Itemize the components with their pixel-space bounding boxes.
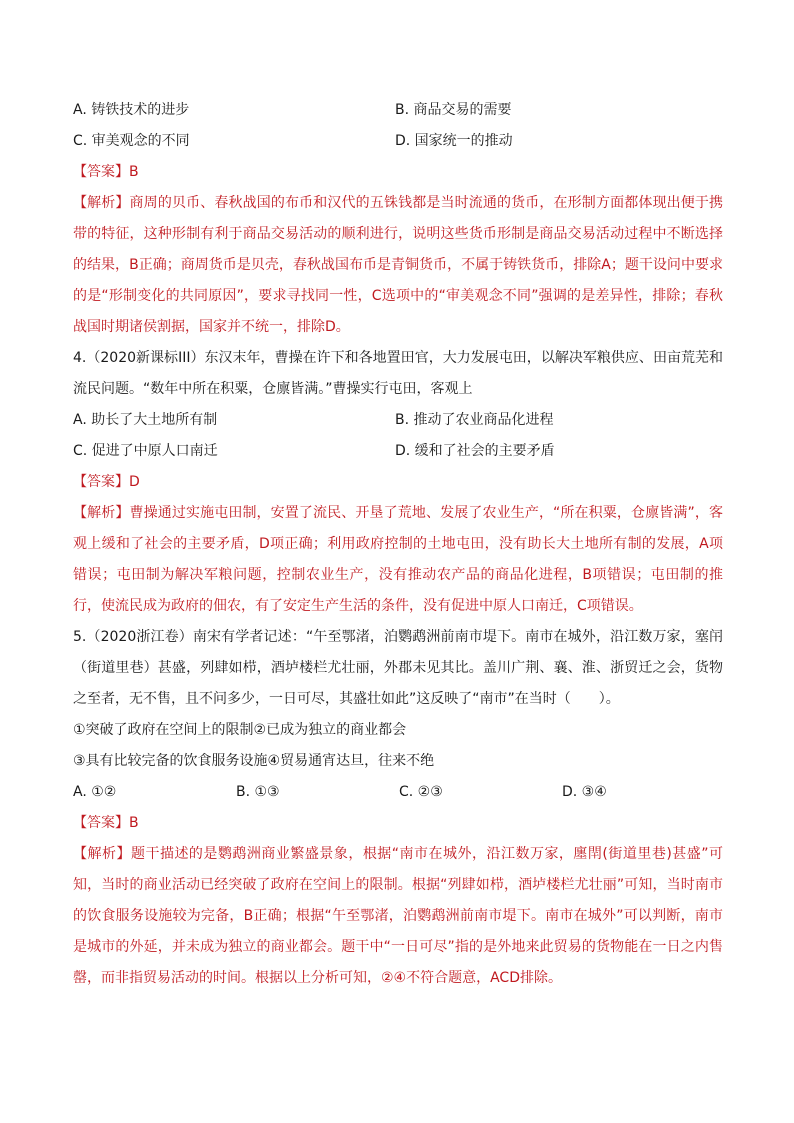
q4-answer bbox=[73, 467, 723, 498]
analysis-tag: 【解析】 bbox=[73, 846, 131, 862]
q5-options-row bbox=[73, 777, 723, 808]
q4-options-row-2 bbox=[73, 436, 723, 467]
answer-tag: 【答案】 bbox=[73, 474, 129, 490]
q5-analysis bbox=[73, 839, 723, 994]
analysis-text: 商周的贝币、春秋战国的布币和汉代的五铢钱都是当时流通的货币，在形制方面都体现出便于携带的特征，这种形制有利于商品交易活动的顺利进行，说明这些货币形制是商品交易活动过程中不断选择的结果，B正确；商周货币是贝壳，春秋战国布币是青铜货币，不属于铸铁货币，排除A；题干设问中要求的是“形制变化的共同原因”，要求寻找同一性，C选项中的“审美观念不同”强调的是差异性，排除；春秋战国时期诸侯割据，国家并不统一，排除D。 bbox=[73, 195, 724, 335]
answer-tag: 【答案】 bbox=[73, 815, 129, 831]
q5-answer bbox=[73, 808, 723, 839]
q3-option-c: C. 审美观念的不同 bbox=[73, 133, 190, 149]
q4-option-a: A. 助长了大土地所有制 bbox=[73, 412, 218, 428]
analysis-tag: 【解析】 bbox=[73, 195, 130, 211]
q3-options-row-2 bbox=[73, 126, 723, 157]
q3-option-a: A. 铸铁技术的进步 bbox=[73, 102, 190, 118]
q5-option-c: C. ②③ bbox=[399, 784, 443, 800]
q5-statement-2: ③具有比较完备的饮食服务设施④贸易通宵达旦，往来不绝 bbox=[73, 753, 435, 769]
answer-value: B bbox=[129, 164, 139, 180]
analysis-tag: 【解析】 bbox=[73, 505, 130, 521]
q4-options-row-1 bbox=[73, 405, 723, 436]
q5-option-a: A. ①② bbox=[73, 784, 117, 800]
q5-option-b: B. ①③ bbox=[236, 784, 280, 800]
q3-option-d: D. 国家统一的推动 bbox=[395, 133, 513, 149]
q5-stem: 5.（2020浙江卷）南宋有学者记述：“午至鄂渚，泊鹦鹉洲前南市堤下。南市在城外，沿江数万家，塞闬（街道里巷）甚盛，列肆如栉，酒垆楼栏尤壮丽，外郡未见其比。盖川广荆、襄、淮、浙贸迁之会，货物之至者，无不售，且不问多少，一日可尽，其盛壮如此”这反映了“南市”在当时（ ）。 bbox=[73, 629, 723, 707]
answer-value: B bbox=[129, 815, 139, 831]
q4-option-d: D. 缓和了社会的主要矛盾 bbox=[395, 443, 555, 459]
page-content bbox=[73, 95, 723, 994]
q4-option-b: B. 推动了农业商品化进程 bbox=[395, 412, 554, 428]
q4-analysis bbox=[73, 498, 723, 622]
q5-option-d: D. ③④ bbox=[562, 784, 607, 800]
q5-statement-1: ①突破了政府在空间上的限制②已成为独立的商业都会 bbox=[73, 722, 407, 738]
analysis-text: 题干描述的是鹦鹉洲商业繁盛景象，根据“南市在城外，沿江数万家，廛閈(街道里巷)甚盛”可知，当时的商业活动已经突破了政府在空间上的限制。根据“列肆如栉，酒垆楼栏尤壮丽”可知，当时南市的饮食服务设施较为完备，B正确；根据“午至鄂渚，泊鹦鹉洲前南市堤下。南市在城外”可以判断，南市是城市的外延，并未成为独立的商业都会。题干中“一日可尽”指的是外地来此贸易的货物能在一日之内售罄，而非指贸易活动的时间。根据以上分析可知，②④不符合题意，ACD排除。 bbox=[73, 846, 723, 986]
answer-value: D bbox=[129, 474, 140, 490]
q4-stem: 4.（2020新课标III）东汉末年，曹操在许下和各地置田官，大力发展屯田，以解决军粮供应、田亩荒芜和流民问题。“数年中所在积粟，仓廪皆满。”曹操实行屯田，客观上 bbox=[73, 350, 723, 397]
analysis-text: 曹操通过实施屯田制，安置了流民、开垦了荒地、发展了农业生产，“所在积粟，仓廪皆满”，客观上缓和了社会的主要矛盾，D项正确；利用政府控制的土地屯田，没有助长大土地所有制的发展，A项错误；屯田制为解决军粮问题，控制农业生产，没有推动农产品的商品化进程，B项错误；屯田制的推行，使流民成为政府的佃农，有了安定生产生活的条件，没有促进中原人口南迁，C项错误。 bbox=[73, 505, 723, 614]
q3-analysis bbox=[73, 188, 723, 343]
q3-option-b: B. 商品交易的需要 bbox=[395, 102, 512, 118]
q3-options-row-1 bbox=[73, 95, 723, 126]
answer-tag: 【答案】 bbox=[73, 164, 129, 180]
q4-option-c: C. 促进了中原人口南迁 bbox=[73, 443, 218, 459]
q3-answer bbox=[73, 157, 723, 188]
